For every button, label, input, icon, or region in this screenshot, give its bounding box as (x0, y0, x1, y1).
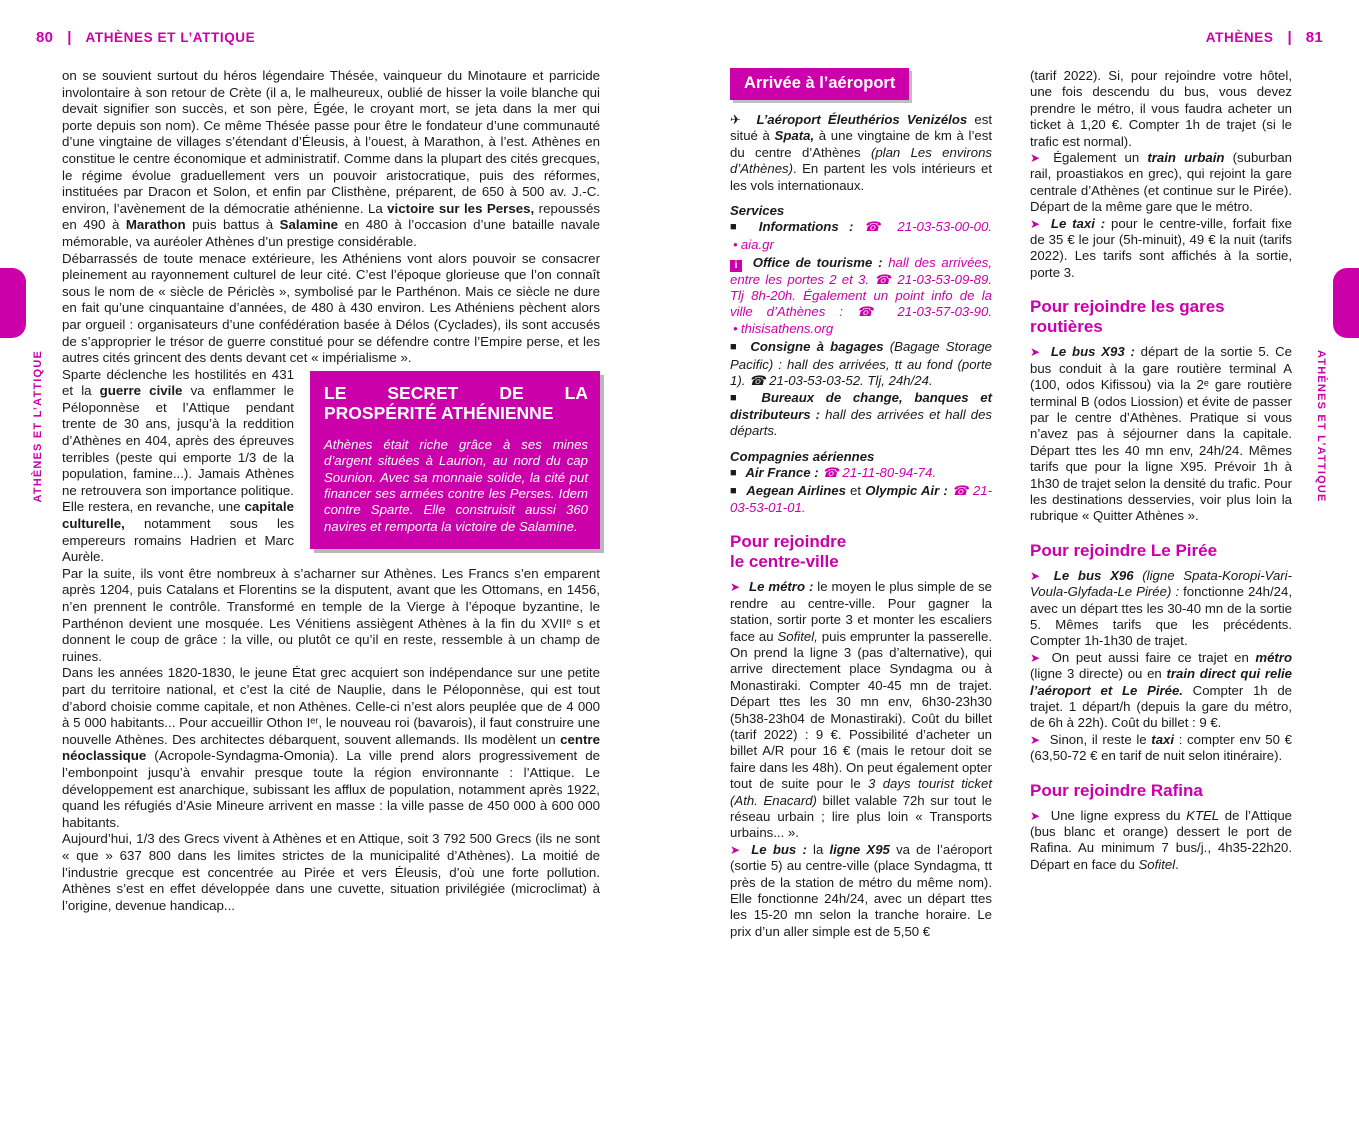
informations-phone: ☎ 21-03-53-00-00. (863, 219, 992, 235)
piree-train-label: train direct qui relie l’aéroport et Le Pirée. (1030, 666, 1292, 698)
paragraph-pericles: Débarrassés de toute menace extérieure, les Athéniens vont alors pouvoir se consacrer pleinement au rayonnement culturel de leur cité. C’est l’époque glorieuse que l’on connaît sous le nom de « siècle de Périclès », symbolisé par le Parthénon. Mais ce siècle ne dure en fait qu’une cinquantaine d’années, de 480 à 430 environ. Les Athéniens pèchent alors par orgueil : organisateurs d’une confédération basée à Délos (Cyclades), ils sont accusés de s’approprier le trésor de guerre constitué pour se défendre contre l’Empire perse, et les autres cités grincent des dents devant cet « impérialisme ». (62, 250, 600, 366)
heading-gares-routieres (1030, 297, 1292, 337)
para-5-bold-1: centre néoclassique (62, 731, 600, 764)
heading-gares-line2: routières (1030, 317, 1103, 337)
air-france-phone: ☎ 21-11-80-94-74. (822, 465, 936, 481)
heading-pour-rejoindre-centre (730, 532, 992, 572)
consigne-value: (Bagage Storage Pacific) : hall des arrivées, tt au fond (porte 1). ☎ 21-03-53-03-52. Tlj, 24h/24. (730, 339, 992, 389)
paragraph-taxi-centre (1030, 216, 1292, 282)
airport-plan-ref: (plan Les environs d’Athènes) (730, 144, 993, 177)
para-1-bold-2: Marathon (125, 217, 186, 233)
paragraph-bus-x95-cont: (tarif 2022). Si, pour rejoindre votre hôtel, une fois descendu du bus, vous devez prendre le métro, il vous faudra acheter un ticket à 1,20 €. Compter 1h de trajet (si le trafic est normal). (1030, 68, 1292, 149)
metro-label: Le métro : (749, 579, 814, 595)
heading-centre-line2: le centre-ville (730, 552, 839, 572)
train-label: train urbain (1147, 150, 1225, 166)
piree-metro-text-3: Compter 1h de trajet. 1 départ/h (depuis la gare du métro, de 6h à 22h). Coût du billet : 9 €. (1030, 682, 1292, 731)
office-tourisme-website[interactable]: thisisathens.org (740, 320, 834, 336)
bus-x93-text: départ de la sortie 5. Ce bus conduit à la gare routière terminal A (100, odos Kifissou) via la 2ᵉ gare routière terminal B (odos Liossion) et évite de passer par le centre d’Athènes. Pratique si vous n’avez pas à séjourner dans la capitale. Départ ttes les 40 mn env, 24h/24. Mêmes tarifs que pour la ligne X95. Prévoir 1h à 1h30 de trajet selon la densité du trafic. Pour les destinations desservies, voir plus loin la rubrique « Quitter Athènes ». (1030, 344, 1292, 524)
piree-taxi-label: taxi (1151, 731, 1175, 747)
rafina-text-1: Une ligne express du (1050, 807, 1187, 823)
para-1-text: on se souvient surtout du héros légendaire Thésée, vainqueur du Minotaure et parricide involontaire à son retour de Crète (il a, le malheureux, oublié de hisser la voile blanche qui devait signifier son succès, et son père, Égée, le croyant mort, se jeta dans la mer qui porte depuis son nom). Ce même Thésée passe pour être le fondateur d’une communauté d’une vingtaine de villages s’étendant d’Éleusis, à l’ouest, à Marathon, à l’est. Athènes en constitue le centre économique et administratif. Comme dans la plupart des cités grecques, le régime évolue graduellement vers un pouvoir aristocratique, puis des réformes, instituées par Dracon et Solon, et enfin par Clisthène, préparent, de 650 à 500 av. J.-C. environ, l’avènement de la démocratie athénienne. La (62, 68, 600, 216)
paragraph-bus-x95 (730, 842, 992, 940)
bus-x96-label: Le bus X96 (1053, 567, 1134, 583)
paragraph-airport-intro (730, 112, 992, 194)
folio-right: 81 (1305, 28, 1323, 46)
olympic-label: Olympic Air : (865, 482, 948, 498)
paragraph-thesee (62, 68, 600, 251)
paragraph-train-urbain (1030, 150, 1292, 216)
airport-intro-3: . En partent les vols intérieurs et les vols internationaux. (730, 161, 992, 193)
para-1-text-4: en 480 à l’occasion d’une bataille navale mémorable, va auréoler Athènes d’un prestige considérable. (62, 217, 600, 249)
change-label: Bureaux de change, banques et distributeurs : (730, 389, 992, 422)
para-5-text-2: (Acropole-Syndagma-Omonia). La ville prend alors progressivement de l’embonpoint jusqu’à envahir presque toute la région environnante : l’Attique. Le développement est anarchique, subissant les afflux de population, notamment après 1922, quand les réfugiés d’Asie Mineure arrivent en masse : la ville passe de 450 000 à 600 000 habitants. (62, 748, 600, 830)
header-right (1206, 26, 1323, 48)
subheading-compagnies: Compagnies aériennes (730, 448, 875, 464)
piree-metro-label: métro (1255, 649, 1292, 665)
paragraph-etat-grec (62, 665, 600, 831)
para-3-text-3: notamment sous les empereurs romains Hadrien et Marc Aurèle. (62, 516, 294, 565)
thumb-index-right (1333, 268, 1359, 338)
heading-gares-line1: Pour rejoindre les gares (1030, 297, 1225, 317)
bus-x96-route: (ligne Spata-Koropi-Vari-Voula-Glyfada-Le Pirée) : (1030, 567, 1292, 600)
metro-text-1: le moyen le plus simple de se rendre au centre-ville. Pour gagner la station, sortir porte 3 et monter les escaliers face au (730, 579, 992, 644)
rafina-ktel: KTEL (1186, 807, 1220, 823)
bus-x96-text: fonctionne 24h/24, avec un départ ttes les 30-40 mn de la sortie 5. Mêmes tarifs que les précédents. Compter 1h-1h30 de trajet. (1030, 584, 1292, 649)
paragraph-taxi-piree (1030, 732, 1292, 765)
train-text-1: Également un (1053, 150, 1148, 166)
header-left (36, 26, 255, 48)
list-item-change (730, 390, 992, 440)
metro-text-2: puis emprunter la passerelle. On prend la ligne 3 (pas d’alternative), qui arrive directement place Syndagma ou à Monastiraki. Compter 40-45 mn de trajet. Départ ttes les 30 mn env, 6h30-23h30 (5h38-23h04 de Monastiraki). Coût du billet (tarif 2022) : 9 €. Possibilité d’acheter un billet A/R pour 16 € (mais le retour doit se faire dans les 48h). On peut également opter tout de suite pour le (730, 628, 992, 792)
airport-intro-2: à une vingtaine de km à l’est du centre d’Athènes (730, 128, 992, 160)
piree-metro-text-2: (ligne 3 directe) ou en (1030, 666, 1167, 682)
para-1-bold-1: victoire sur les Perses, (387, 200, 535, 216)
list-item-aegean (730, 483, 992, 517)
list-item-air-france (730, 465, 992, 482)
consigne-label: Consigne à bagages (750, 339, 884, 355)
taxi-text: pour le centre-ville, forfait fixe de 35 € le jour (5h-minuit), 49 € la nuit (tarifs 2022). Les tarifs sont affichés à la sortie, porte 3. (1030, 215, 1292, 280)
piree-taxi-text-2: : compter env 50 € (63,50-72 € en tarif de nuit selon itinéraire). (1030, 731, 1292, 764)
heading-piree: Pour rejoindre Le Pirée (1030, 540, 1218, 560)
list-item-informations (730, 219, 992, 255)
sidebar-secret-box (310, 371, 600, 549)
metro-sofitel: Sofitel, (777, 628, 818, 644)
paragraph-bus-x96 (1030, 568, 1292, 650)
list-item-office-tourisme (730, 255, 992, 339)
office-tourisme-label: Office de tourisme : (752, 255, 883, 271)
change-value: hall des arrivées et hall des départs. (730, 406, 993, 439)
header-separator-right: | (1287, 28, 1292, 46)
heading-rafina: Pour rejoindre Rafina (1030, 780, 1203, 800)
secret-box-title: LE SECRET DE LA PROSPÉRITÉ ATHÉNIENNE (310, 371, 600, 433)
para-3-bold-2: capitale culturelle, (62, 499, 294, 532)
piree-metro-text-1: On peut aussi faire ce trajet en (1051, 649, 1256, 665)
informations-label: Informations : (758, 219, 854, 235)
folio-left: 80 (36, 28, 54, 46)
piree-taxi-text-1: Sinon, il reste le (1049, 731, 1152, 747)
paragraph-aujourdhui: Aujourd’hui, 1/3 des Grecs vivent à Athènes et en Attique, soit 3 792 500 Grecs (ils ne sont « que » 637 800 dans les limites strictes de la municipalité d’Athènes). La moitié de l’industrie grecque est concentrée au Pirée et vers Éleusis, d’où une forte pollution. Athènes s’est en effet développée dans une cuvette, situation privilégiée (microclimat) à l’origine, devenue handicap... (62, 831, 600, 913)
bus-text-1: la (806, 841, 830, 857)
bus-text-2: va de l’aéroport (sortie 5) au centre-ville (place Syndagma, tt près de la station de métro du même nom). Elle fonctionne 24h/24, avec un départ ttes les 15-20 mn selon la tranche horaire. Le prix d’un aller simple est de 5,50 € (730, 841, 992, 939)
rafina-sofitel: Sofitel (1138, 856, 1176, 872)
header-title-left: ATHÈNES ET L’ATTIQUE (85, 29, 256, 45)
header-separator-left: | (67, 28, 72, 46)
paragraph-metro (730, 579, 992, 842)
paragraph-metro-piree (1030, 650, 1292, 732)
para-1-text-3: puis battus à (185, 217, 280, 233)
office-tourisme-value: hall des arrivées, entre les portes 2 et 3. ☎ 21-03-53-09-89. Tlj 8h-20h. Également un point info de la ville d’Athènes : ☎ 21-03-57-03-90. (730, 255, 992, 320)
rafina-text-3: . (1175, 856, 1179, 872)
side-tab-right: ATHÈNES ET L’ATTIQUE (1315, 350, 1327, 503)
airport-name: L’aéroport Éleuthérios Venizélos (756, 112, 968, 127)
para-3-bold-1: guerre civile (99, 383, 183, 399)
paragraph-francs: Par la suite, ils vont être nombreux à s’acharner sur Athènes. Les Francs s’en emparent après 1204, puis Catalans et Florentins se la disputent, avant que les Ottomans, en 1456, n’en prennent le contrôle. Transformé en temple de la Vierge à l’époque byzantine, le Parthénon devient une mosquée. Les Vénitiens assiègent Athènes à la fin du XVIIᵉ s et donnent le coup de grâce : la ville, ou plutôt ce qu’il en reste, ressemble à un champ de ruines. (62, 565, 600, 664)
secret-box-body: Athènes était riche grâce à ses mines d’argent situées à Laurion, au nord du cap Sounion. Avec sa monnaie solide, la cité put financer ses armées contre les Perses. Idem contre Sparte. Elle construisit aussi 360 navires et remporta la victoire de Salamine. (310, 433, 600, 549)
paragraph-rafina (1030, 808, 1292, 874)
para-1-bold-3: Salamine (279, 217, 338, 233)
air-france-label: Air France : (745, 465, 819, 481)
list-item-consigne (730, 339, 992, 389)
aegean-mid: et (845, 482, 866, 498)
airport-intro-1: est situé à (730, 112, 992, 144)
airport-city: Spata, (774, 128, 815, 144)
informations-website[interactable]: aia.gr (740, 236, 774, 252)
bus-label: Le bus : (751, 841, 807, 857)
bus-x93-label: Le bus X93 : (1050, 344, 1135, 360)
train-text-2: (suburban rail, proastiakos en grec), qui rejoint la gare centrale d’Athènes (et continue sur le Pirée). Départ de la même gare que le métro. (1030, 150, 1293, 215)
metro-ticket-name: 3 days tourist ticket (Ath. Enacard) (730, 776, 992, 808)
column-left-text (62, 68, 600, 914)
metro-text-3: billet valable 72h sur tout le réseau urbain ; lire plus loin « Transports urbains... ». (730, 792, 992, 841)
para-3-text-1: Sparte déclenche les hostilités en 431 et la (62, 366, 294, 399)
column-middle-text (730, 68, 992, 940)
aegean-phone: ☎ 21-03-53-01-01. (730, 482, 992, 515)
para-3-text-2: va enflammer le Péloponnèse et l’Attique pendant trente de 30 ans, jusqu’à la reddition d’Athènes en 404, après des épreuves terribles (peste qui emporte 1/3 de la population, famine...). Jamais Athènes ne retrouvera son importance politique. Elle restera, en revanche, une (62, 383, 294, 515)
subheading-services: Services (730, 203, 785, 219)
column-right-text (1030, 68, 1292, 873)
section-banner-airport: Arrivée à l’aéroport (730, 68, 909, 100)
heading-centre-line1: Pour rejoindre (730, 532, 847, 552)
bus-line-x95: ligne X95 (829, 841, 890, 857)
side-tab-left: ATHÈNES ET L’ATTIQUE (32, 350, 44, 503)
paragraph-bus-x93 (1030, 344, 1292, 524)
aegean-label: Aegean Airlines (746, 482, 846, 498)
taxi-label: Le taxi : (1050, 215, 1106, 231)
thumb-index-left (0, 268, 26, 338)
rafina-text-2: de l’Attique (bus blanc et orange) dessert le port de Rafina. Au minimum 7 bus/j., 4h35-22h20. Départ en face du (1030, 807, 1292, 872)
header-title-right: ATHÈNES (1205, 29, 1274, 45)
para-1-text-2: repoussés en 490 à (62, 200, 600, 233)
para-5-text-1: Dans les années 1820-1830, le jeune État grec acquiert son indépendance sur une petite part du territoire national, et c’est la cité de Nauplie, dans le Péloponnèse, qui est tout d’abord choisie comme capitale, et non Athènes. Celle-ci n’est alors peuplée que de 4 000 à 5 000 habitants... Pour accueillir Othon Iᵉʳ, le nouveau roi (bavarois), il faut construire une nouvelle Athènes. Des architectes débarquent, souvent allemands. Ils modèlent un (62, 665, 600, 747)
